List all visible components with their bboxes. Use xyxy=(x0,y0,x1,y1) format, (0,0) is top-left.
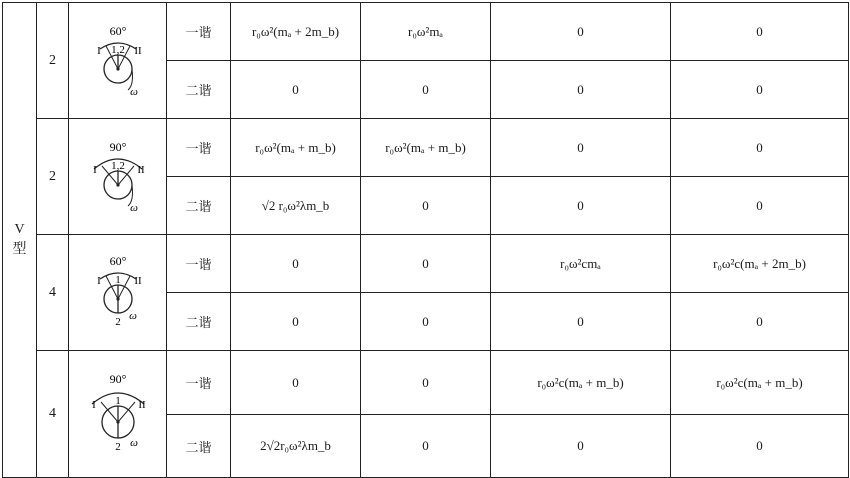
expr-c1: 0 xyxy=(292,374,299,390)
value-cell-c4 xyxy=(671,415,849,478)
expr-c2: 0 xyxy=(422,197,429,213)
value-cell-c1 xyxy=(231,415,361,478)
crank-center xyxy=(116,420,119,423)
value-cell-c1 xyxy=(231,293,361,351)
expr-c1: 2√2r₀ω²λm_b xyxy=(260,438,331,453)
expr-c4: r₀ω²c(mₐ + m_b) xyxy=(716,374,803,390)
harmonic-order: 一谐 xyxy=(167,3,231,61)
rotation-label: ω xyxy=(129,437,138,449)
value-cell-c4 xyxy=(671,119,849,177)
bank-label-2: II xyxy=(137,399,146,411)
crank-diagram xyxy=(76,370,160,458)
expr-c4: 0 xyxy=(756,81,763,97)
crank-label-bottom: 2 xyxy=(114,441,121,453)
value-cell-c1 xyxy=(231,3,361,61)
crank-center xyxy=(116,297,119,300)
expr-c2: r₀ω²(mₐ + m_b) xyxy=(385,139,466,155)
value-cell-c1 xyxy=(231,235,361,293)
crank-diagram xyxy=(78,139,158,215)
expr-c2: 0 xyxy=(422,438,429,453)
value-cell-c4 xyxy=(671,293,849,351)
expr-c3: r₀ω²c(mₐ + m_b) xyxy=(537,374,624,390)
value-cell-c2 xyxy=(361,351,491,415)
bank-label-2: II xyxy=(133,274,142,287)
rotation-label: ω xyxy=(128,309,137,322)
expr-c2: r₀ω²mₐ xyxy=(408,23,443,39)
crank-diagram-cell xyxy=(69,351,167,478)
harmonic-order: 二谐 xyxy=(167,61,231,119)
bank-label-1: I xyxy=(96,274,101,287)
engine-type-latin: V xyxy=(14,222,25,237)
engine-type-cjk: 型 xyxy=(12,242,27,257)
bank-label-2: II xyxy=(133,44,142,57)
value-cell-c3 xyxy=(491,61,671,119)
value-cell-c2 xyxy=(361,293,491,351)
crank-label-top: 1 xyxy=(114,395,121,407)
value-cell-c4 xyxy=(671,351,849,415)
expr-c2: 0 xyxy=(422,374,429,390)
expr-c2: 0 xyxy=(422,313,429,329)
value-cell-c3 xyxy=(491,293,671,351)
expr-c1: √2 r₀ω²λm_b xyxy=(261,197,330,213)
value-cell-c3 xyxy=(491,351,671,415)
value-cell-c1 xyxy=(231,61,361,119)
crank-diagram xyxy=(78,253,158,333)
value-cell-c2 xyxy=(361,119,491,177)
harmonic-order: 一谐 xyxy=(167,119,231,177)
harmonic-order: 一谐 xyxy=(167,235,231,293)
value-cell-c1 xyxy=(231,177,361,235)
engine-type-cell xyxy=(3,3,37,478)
expr-c3: 0 xyxy=(577,313,584,329)
expr-c1: 0 xyxy=(292,81,299,97)
expr-c4: 0 xyxy=(756,438,763,453)
value-cell-c1 xyxy=(231,119,361,177)
expr-c1: 0 xyxy=(292,255,299,271)
harmonic-order: 二谐 xyxy=(167,293,231,351)
crank-center xyxy=(116,183,119,186)
rotation-label: ω xyxy=(129,85,138,98)
crank-label-top: 1 xyxy=(114,273,121,286)
value-cell-c3 xyxy=(491,235,671,293)
expr-c4: 0 xyxy=(756,139,763,155)
expr-c4: 0 xyxy=(756,23,763,39)
bank-label-1: I xyxy=(92,163,97,176)
expr-c1: 0 xyxy=(292,313,299,329)
harmonic-order: 二谐 xyxy=(167,177,231,235)
bank-angle-label: 90° xyxy=(109,139,126,154)
expr-c2: 0 xyxy=(422,81,429,97)
expr-c4: r₀ω²c(mₐ + 2m_b) xyxy=(713,255,806,271)
expr-c4: 0 xyxy=(756,313,763,329)
crank-diagram-cell xyxy=(69,119,167,235)
expr-c3: 0 xyxy=(577,23,584,39)
expr-c1: r₀ω²(mₐ + 2m_b) xyxy=(251,23,340,39)
cylinder-count: 2 xyxy=(37,3,69,119)
value-cell-c4 xyxy=(671,235,849,293)
harmonic-order: 一谐 xyxy=(167,351,231,415)
bank-angle-label: 90° xyxy=(109,372,126,386)
bank-angle-label: 60° xyxy=(109,23,126,38)
crank-diagram xyxy=(78,23,158,99)
bank-angle-label: 60° xyxy=(109,253,126,268)
expr-c3: 0 xyxy=(577,197,584,213)
value-cell-c3 xyxy=(491,3,671,61)
expr-c3: 0 xyxy=(577,81,584,97)
cylinder-count: 4 xyxy=(37,235,69,351)
expr-c2: 0 xyxy=(422,255,429,271)
expr-c4: 0 xyxy=(756,197,763,213)
expr-c1: r₀ω²(mₐ + m_b) xyxy=(255,139,336,155)
crank-label-top: 1,2 xyxy=(110,159,125,172)
crank-label-bottom: 2 xyxy=(114,315,121,328)
value-cell-c3 xyxy=(491,415,671,478)
value-cell-c2 xyxy=(361,415,491,478)
value-cell-c3 xyxy=(491,119,671,177)
value-cell-c1 xyxy=(231,351,361,415)
engine-balance-table xyxy=(2,2,849,478)
bank-label-1: I xyxy=(91,399,96,411)
crank-center xyxy=(116,67,119,70)
expr-c3: r₀ω²cmₐ xyxy=(560,255,601,271)
value-cell-c2 xyxy=(361,61,491,119)
crank-label-top: 1,2 xyxy=(110,43,125,56)
expr-c3: 0 xyxy=(577,139,584,155)
value-cell-c2 xyxy=(361,3,491,61)
value-cell-c3 xyxy=(491,177,671,235)
cylinder-count: 4 xyxy=(37,351,69,478)
crank-diagram-cell xyxy=(69,3,167,119)
crank-diagram-cell xyxy=(69,235,167,351)
value-cell-c4 xyxy=(671,61,849,119)
bank-label-1: I xyxy=(96,44,101,57)
cylinder-count: 2 xyxy=(37,119,69,235)
value-cell-c4 xyxy=(671,177,849,235)
value-cell-c2 xyxy=(361,177,491,235)
bank-label-2: II xyxy=(136,163,145,176)
harmonic-order: 二谐 xyxy=(167,415,231,478)
rotation-label: ω xyxy=(129,201,138,214)
expr-c3: 0 xyxy=(577,438,584,453)
value-cell-c4 xyxy=(671,3,849,61)
value-cell-c2 xyxy=(361,235,491,293)
